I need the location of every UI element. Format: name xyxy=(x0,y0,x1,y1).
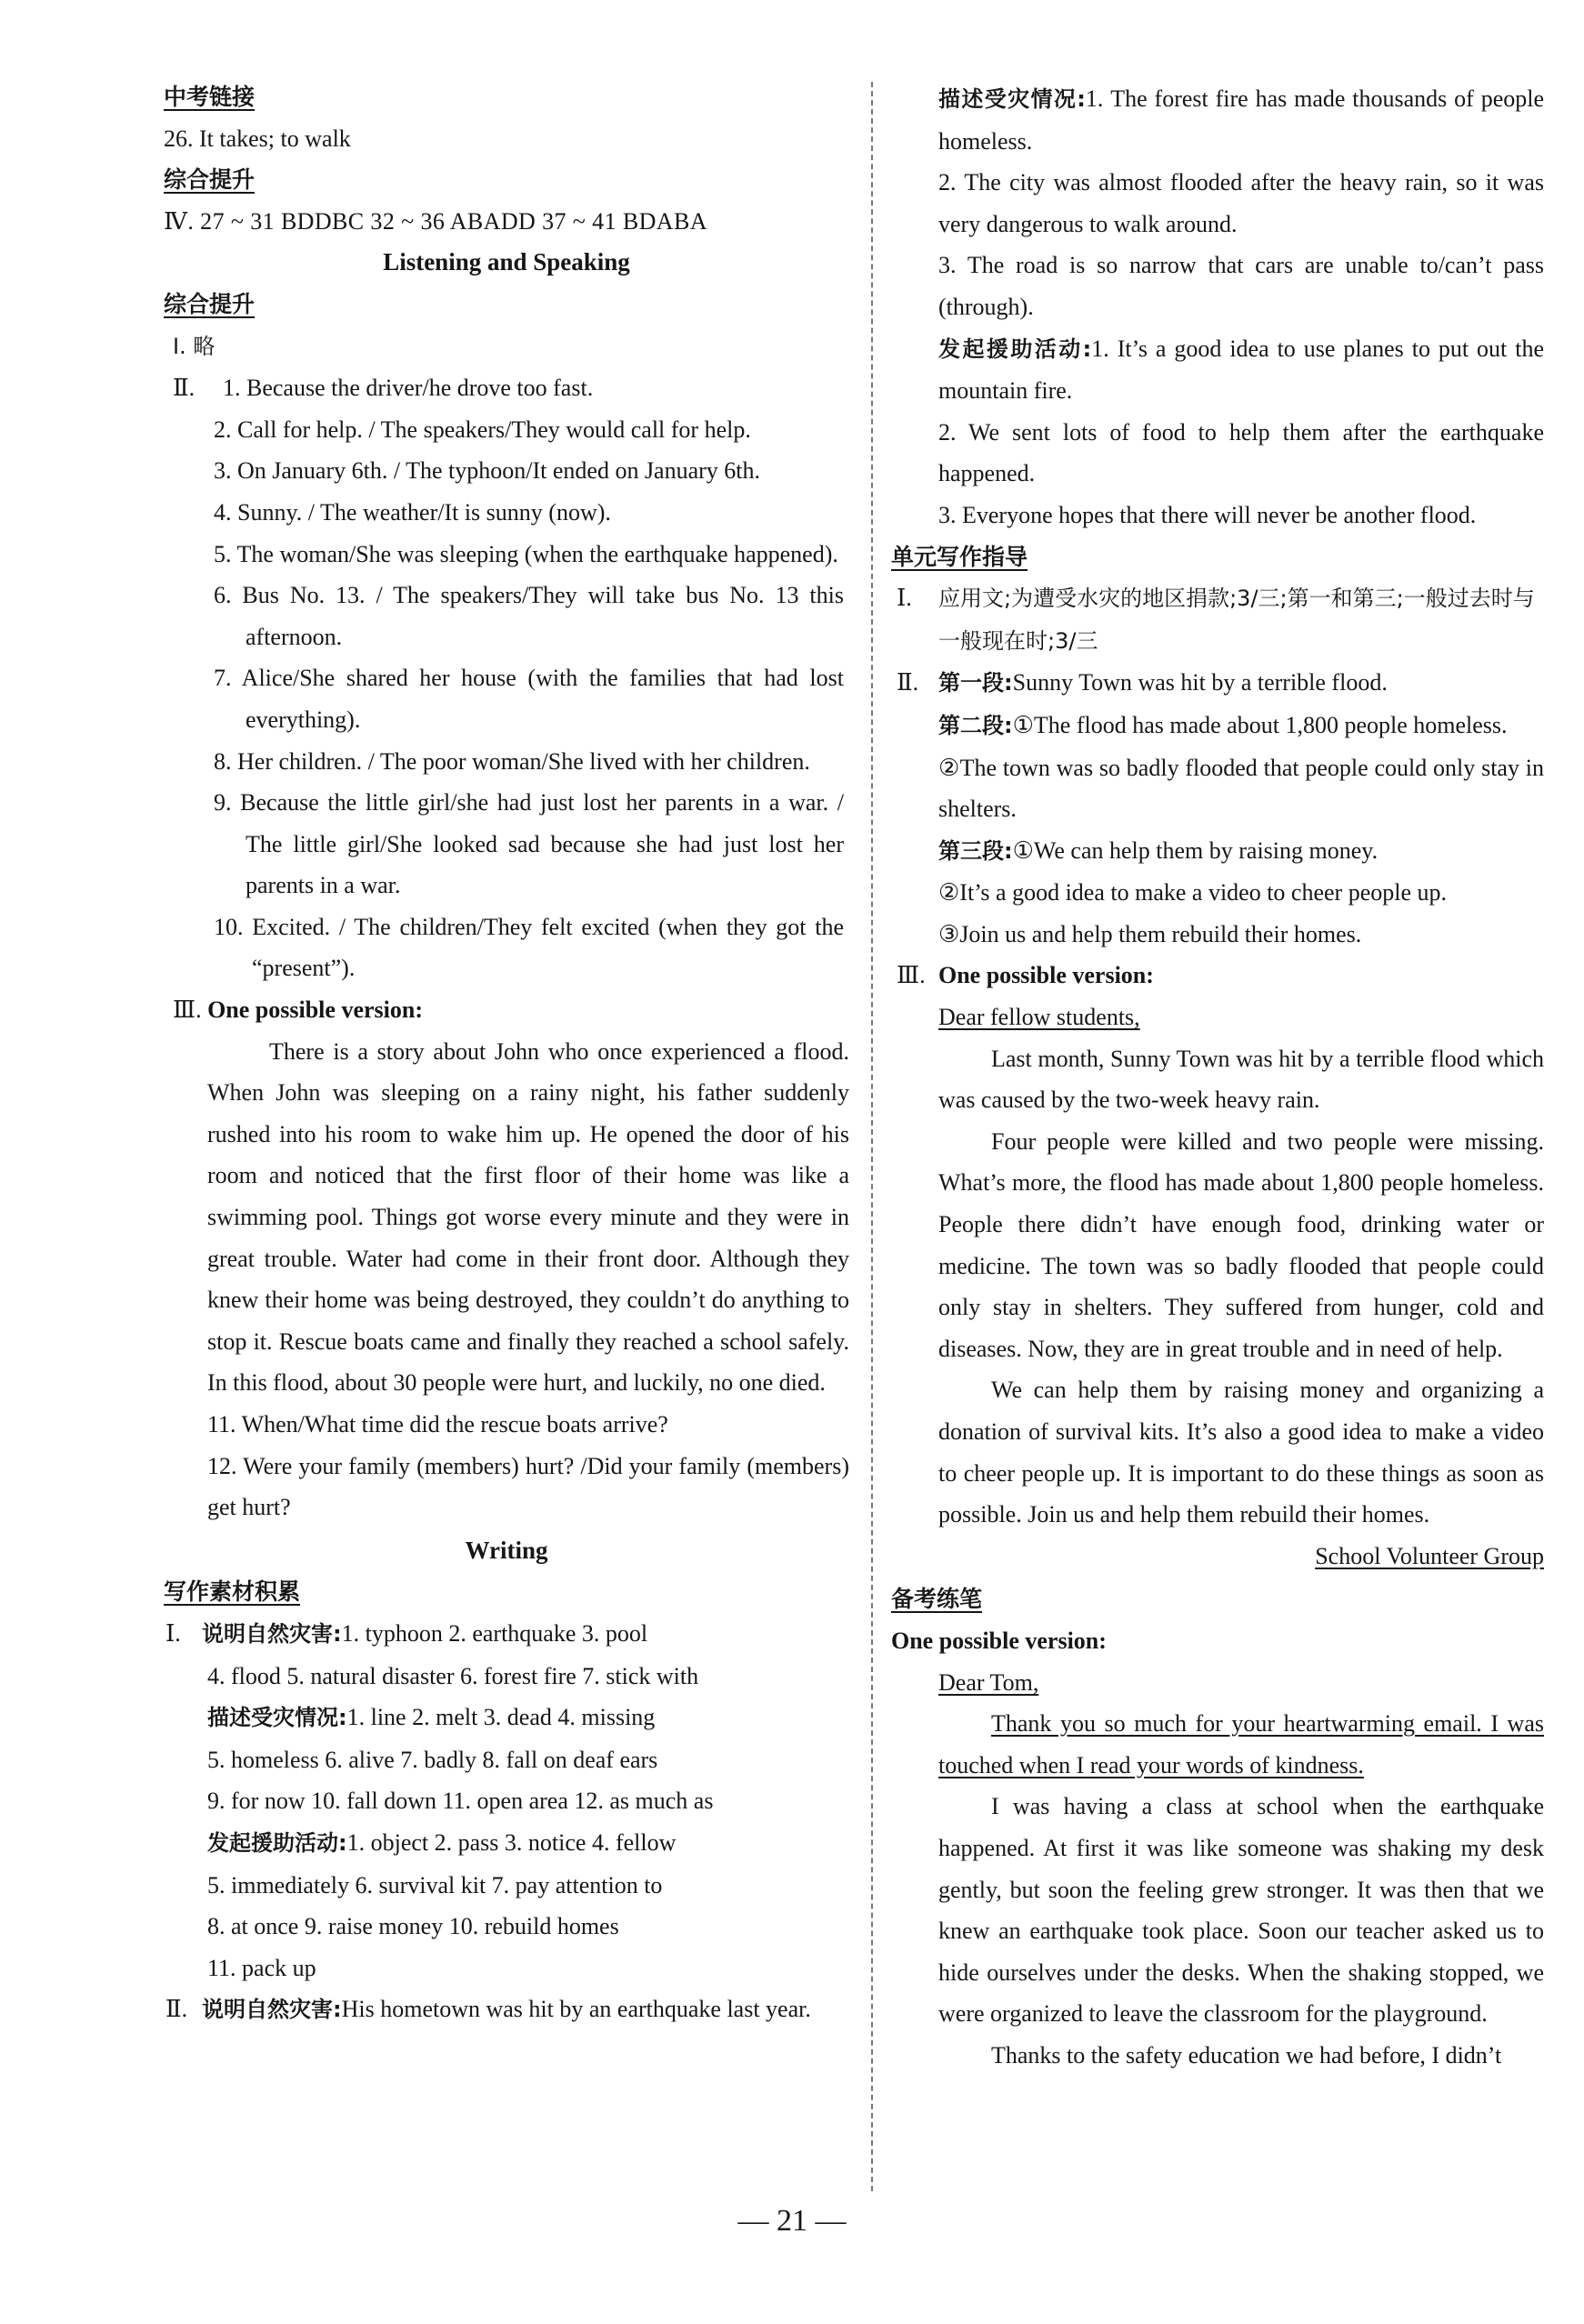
section-heading-material: 写作素材积累 xyxy=(164,1578,301,1606)
para1-text: Sunny Town was hit by a terrible flood. xyxy=(1012,669,1388,696)
letter-paragraph: Four people were killed and two people were missing. What’s more, the flood has made about 1,800 people homeless. People there didn’t have enough food, drinking water or medicine. The town was so badly flooded that people could only stay in shelters. They suffered from hunger, cold and diseases. Now, they are in great trouble and in need of help. xyxy=(938,1127,1544,1362)
answer-line: 26. It takes; to walk xyxy=(164,125,351,152)
material-row: 9. for now 10. fall down 11. open area 12. as much as xyxy=(207,1788,714,1815)
aid-text-1: 1. It’s a good idea to use planes to put out the mountain fire. xyxy=(938,335,1544,405)
list-item: 8. Her children. / The poor woman/She lived with her children. xyxy=(214,747,810,775)
aid-label: 发起援助活动: xyxy=(938,336,1092,362)
material-words: 1. object 2. pass 3. notice 4. fellow xyxy=(346,1828,677,1856)
tom-letter xyxy=(891,1662,1544,2077)
damage-sentence-1 xyxy=(891,78,1544,162)
material-label-disaster: 说明自然灾害: xyxy=(202,1620,342,1647)
damage-text-1: 1. The forest fire has made thousands of people homeless. xyxy=(938,85,1544,155)
tom-paragraph: Thanks to the safety education we had before, I didn’t xyxy=(991,2041,1502,2069)
material-roman-2: Ⅱ. xyxy=(165,1996,188,2023)
para1-label: 第一段: xyxy=(938,670,1013,696)
section-heading-zonghe-2: 综合提升 xyxy=(164,290,256,317)
section-heading-zhongkao: 中考链接 xyxy=(164,84,256,110)
left-column xyxy=(164,76,849,2031)
material-words: 1. typhoon 2. earthquake 3. pool xyxy=(341,1619,648,1647)
listening-speaking-title: Listening and Speaking xyxy=(383,248,630,276)
tom-paragraph: Thank you so much for your heartwarming email. I was touched when I read your words of kindness. xyxy=(938,1710,1544,1778)
version-title: One possible version: xyxy=(207,997,423,1024)
para2-row xyxy=(891,705,1544,747)
para3-label: 第三段: xyxy=(938,837,1013,864)
para2-a: ①The flood has made about 1,800 people homeless. xyxy=(1012,711,1508,738)
material-row xyxy=(164,1613,849,1656)
version-title-3: One possible version: xyxy=(891,1627,1107,1654)
question-12: 12. Were your family (members) hurt? /Did your family (members) get hurt? xyxy=(207,1452,849,1521)
aid-sentence-3: 3. Everyone hopes that there will never be another flood. xyxy=(938,501,1477,528)
aid-sentence-2: 2. We sent lots of food to help them after the earthquake happened. xyxy=(938,418,1544,487)
damage-sentence-3: 3. The road is so narrow that cars are unable to/can’t pass (through). xyxy=(938,252,1544,320)
para2-b: ②The town was so badly flooded that people could only stay in shelters. xyxy=(938,754,1544,823)
guide-roman-1: Ⅰ. xyxy=(897,585,912,612)
section-heading-prep: 备考练笔 xyxy=(891,1586,983,1613)
guide-text-1: 应用文;为遭受水灾的地区捐款;3/三;第一和第三;一般过去时与一般现在时;3/三 xyxy=(938,586,1535,654)
damage-label: 描述受灾情况: xyxy=(938,86,1086,112)
damage-sentence-2: 2. The city was almost flooded after the heavy rain, so it was very dangerous to walk around. xyxy=(938,169,1544,237)
roman-3-label: Ⅲ. xyxy=(173,997,202,1024)
right-column xyxy=(891,78,1544,2077)
tom-paragraph: I was having a class at school when the earthquake happened. At first it was like someone was shaking my desk gently, but soon the feeling grew stronger. It was then that we knew an earthquake took place. Soon our teacher asked us to hide ourselves under the desks. When the shaking stopped, we were organized to leave the classroom for the playground. xyxy=(938,1793,1544,2028)
page-number: — 21 — xyxy=(737,2204,847,2238)
letter-signature: School Volunteer Group xyxy=(1315,1542,1544,1569)
guide-item-3 xyxy=(891,955,1544,997)
question-11: 11. When/What time did the rescue boats arrive? xyxy=(207,1411,668,1437)
list-item: 9. Because the little girl/she had just lost her parents in a war. / The little girl/She looked sad because she had just lost her parents in a war. xyxy=(214,789,844,899)
material-row: 4. flood 5. natural disaster 6. forest fire 7. stick with xyxy=(207,1662,699,1689)
material-words: 1. line 2. melt 3. dead 4. missing xyxy=(346,1704,656,1731)
letter-paragraph: Last month, Sunny Town was hit by a terrible flood which was caused by the two-week heavy rain. xyxy=(938,1045,1544,1114)
list-item: 1. Because the driver/he drove too fast. xyxy=(223,375,594,402)
material-row xyxy=(164,1822,849,1865)
roman-item-2 xyxy=(164,367,849,409)
column-divider xyxy=(871,82,873,2191)
material-row xyxy=(164,1697,849,1739)
material-sentence: His hometown was hit by an earthquake last year. xyxy=(341,1996,811,2023)
list-item: 6. Bus No. 13. / The speakers/They will take bus No. 13 this afternoon. xyxy=(214,582,844,650)
list-item: 7. Alice/She shared her house (with the families that had lost everything). xyxy=(214,665,844,733)
para2-label: 第二段: xyxy=(938,712,1013,738)
material-row: 11. pack up xyxy=(207,1954,316,1981)
material-row-2 xyxy=(164,1988,849,2031)
guide-item-2 xyxy=(891,662,1544,705)
roman-1-text: Ⅰ. 略 xyxy=(173,333,216,359)
letter-body xyxy=(891,997,1544,1577)
para3-a: ①We can help them by raising money. xyxy=(1012,836,1378,864)
list-item: 2. Call for help. / The speakers/They would call for help. xyxy=(214,416,751,443)
material-row: 5. immediately 6. survival kit 7. pay attention to xyxy=(207,1871,663,1898)
guide-item-1 xyxy=(891,577,1544,662)
letter-paragraph: We can help them by raising money and organizing a donation of survival kits. It’s also a good idea to make a video to cheer people up. It is important to do these things as soon as possible. Join us and help them rebuild their homes. xyxy=(938,1377,1544,1528)
aid-sentence-1 xyxy=(891,328,1544,412)
material-row: 8. at once 9. raise money 10. rebuild homes xyxy=(207,1913,619,1940)
section-heading-zonghe: 综合提升 xyxy=(164,166,256,194)
roman-2-label: Ⅱ. xyxy=(173,375,195,402)
material-label-damage: 描述受灾情况: xyxy=(207,1705,347,1731)
para3-row xyxy=(891,830,1544,873)
roman-item-1 xyxy=(164,326,849,368)
para3-b: ②It’s a good idea to make a video to cheer people up. xyxy=(938,879,1448,907)
section-heading-guide: 单元写作指导 xyxy=(891,543,1028,570)
material-row: 5. homeless 6. alive 7. badly 8. fall on deaf ears xyxy=(207,1746,658,1773)
version-title-2: One possible version: xyxy=(938,962,1154,989)
para3-c: ③Join us and help them rebuild their homes. xyxy=(938,920,1362,947)
story-paragraph xyxy=(164,1031,849,1528)
roman-item-3 xyxy=(164,989,849,1031)
writing-title: Writing xyxy=(465,1536,548,1564)
list-item: 3. On January 6th. / The typhoon/It ended on January 6th. xyxy=(214,457,761,485)
story-text: There is a story about John who once experienced a flood. When John was sleeping on a rainy night, his father suddenly rushed into his room to wake him up. He opened the door of his room and noticed that the first floor of their home was like a swimming pool. Things got worse every minute and they were in great trouble. Water had come in their front door. Although they knew their home was being destroyed, they couldn’t do anything to stop it. Rescue boats came and finally they reached a school safely. In this flood, about 30 people were hurt, and luckily, no one died. xyxy=(207,1037,849,1397)
letter-salutation: Dear fellow students, xyxy=(938,1004,1140,1031)
material-roman-1: Ⅰ. xyxy=(165,1619,181,1647)
answer-line: Ⅳ. 27 ~ 31 BDDBC 32 ~ 36 ABADD 37 ~ 41 BDABA xyxy=(164,207,707,235)
guide-roman-3: Ⅲ. xyxy=(897,962,926,989)
material-label-disaster-2: 说明自然灾害: xyxy=(202,1997,342,2023)
tom-salutation: Dear Tom, xyxy=(938,1668,1039,1696)
list-item: 5. The woman/She was sleeping (when the earthquake happened). xyxy=(214,540,838,567)
guide-roman-2: Ⅱ. xyxy=(897,669,919,696)
material-label-aid: 发起援助活动: xyxy=(207,1829,347,1856)
list-item: 4. Sunny. / The weather/It is sunny (now). xyxy=(214,498,611,526)
list-item: 10. Excited. / The children/They felt excited (when they got the “present”). xyxy=(214,913,844,982)
